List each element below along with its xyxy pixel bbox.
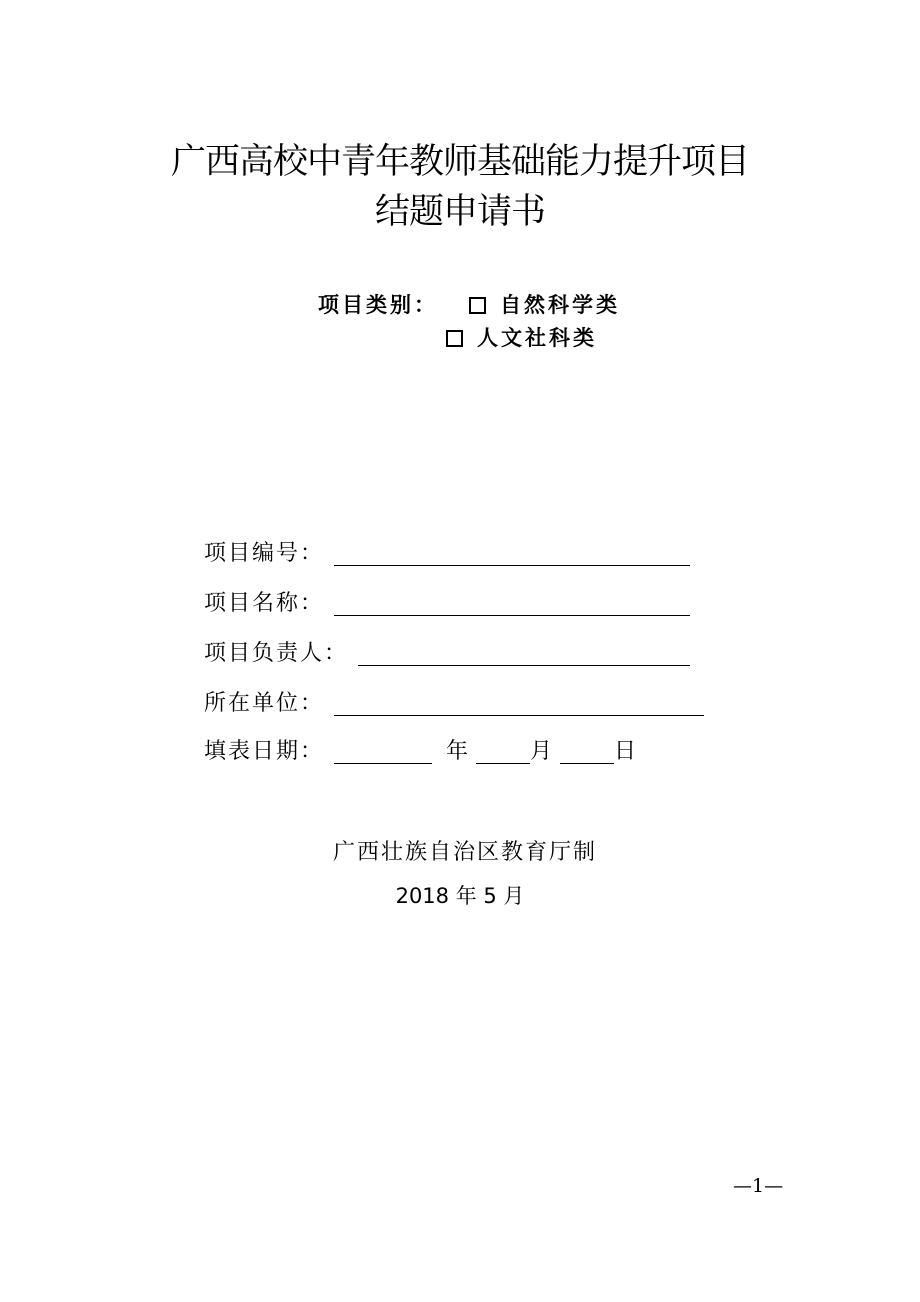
project-number-input[interactable]: [334, 541, 690, 566]
fill-date-field: [204, 737, 638, 767]
affiliation-label: 所在单位：: [204, 691, 325, 716]
category-option-humanities[interactable]: [446, 323, 597, 353]
project-name-field: [204, 589, 690, 619]
month-suffix: 月: [530, 739, 555, 764]
document-title: 广西高校中青年教师基础能力提升项目: [170, 142, 749, 182]
project-leader-label: 项目负责人：: [204, 641, 349, 666]
category-option-natural-science[interactable]: [469, 290, 620, 320]
checkbox-icon[interactable]: [446, 330, 463, 347]
category-label: 项目类别：: [318, 292, 438, 317]
fill-date-year-input[interactable]: [334, 739, 432, 764]
affiliation-input[interactable]: [334, 691, 704, 716]
project-leader-field: [204, 639, 690, 669]
day-suffix: 日: [614, 739, 639, 764]
fill-date-label: 填表日期：: [204, 739, 325, 764]
page-number: —1—: [733, 1175, 784, 1197]
category-option-label: 人文社科类: [477, 325, 597, 350]
checkbox-icon[interactable]: [469, 297, 486, 314]
document-subtitle: 结题申请书: [374, 192, 545, 232]
issuer-text: 广西壮族自治区教育厅制: [332, 840, 597, 865]
project-name-label: 项目名称：: [204, 591, 325, 616]
project-leader-input[interactable]: [358, 641, 690, 666]
project-number-label: 项目编号：: [204, 541, 325, 566]
affiliation-field: [204, 689, 704, 719]
project-name-input[interactable]: [334, 591, 690, 616]
fill-date-month-input[interactable]: [476, 739, 530, 764]
project-number-field: [204, 539, 690, 569]
category-option-label: 自然科学类: [500, 292, 620, 317]
year-suffix: 年: [446, 739, 471, 764]
fill-date-day-input[interactable]: [560, 739, 614, 764]
issue-date-text: 2018 年 5 月: [395, 884, 525, 908]
